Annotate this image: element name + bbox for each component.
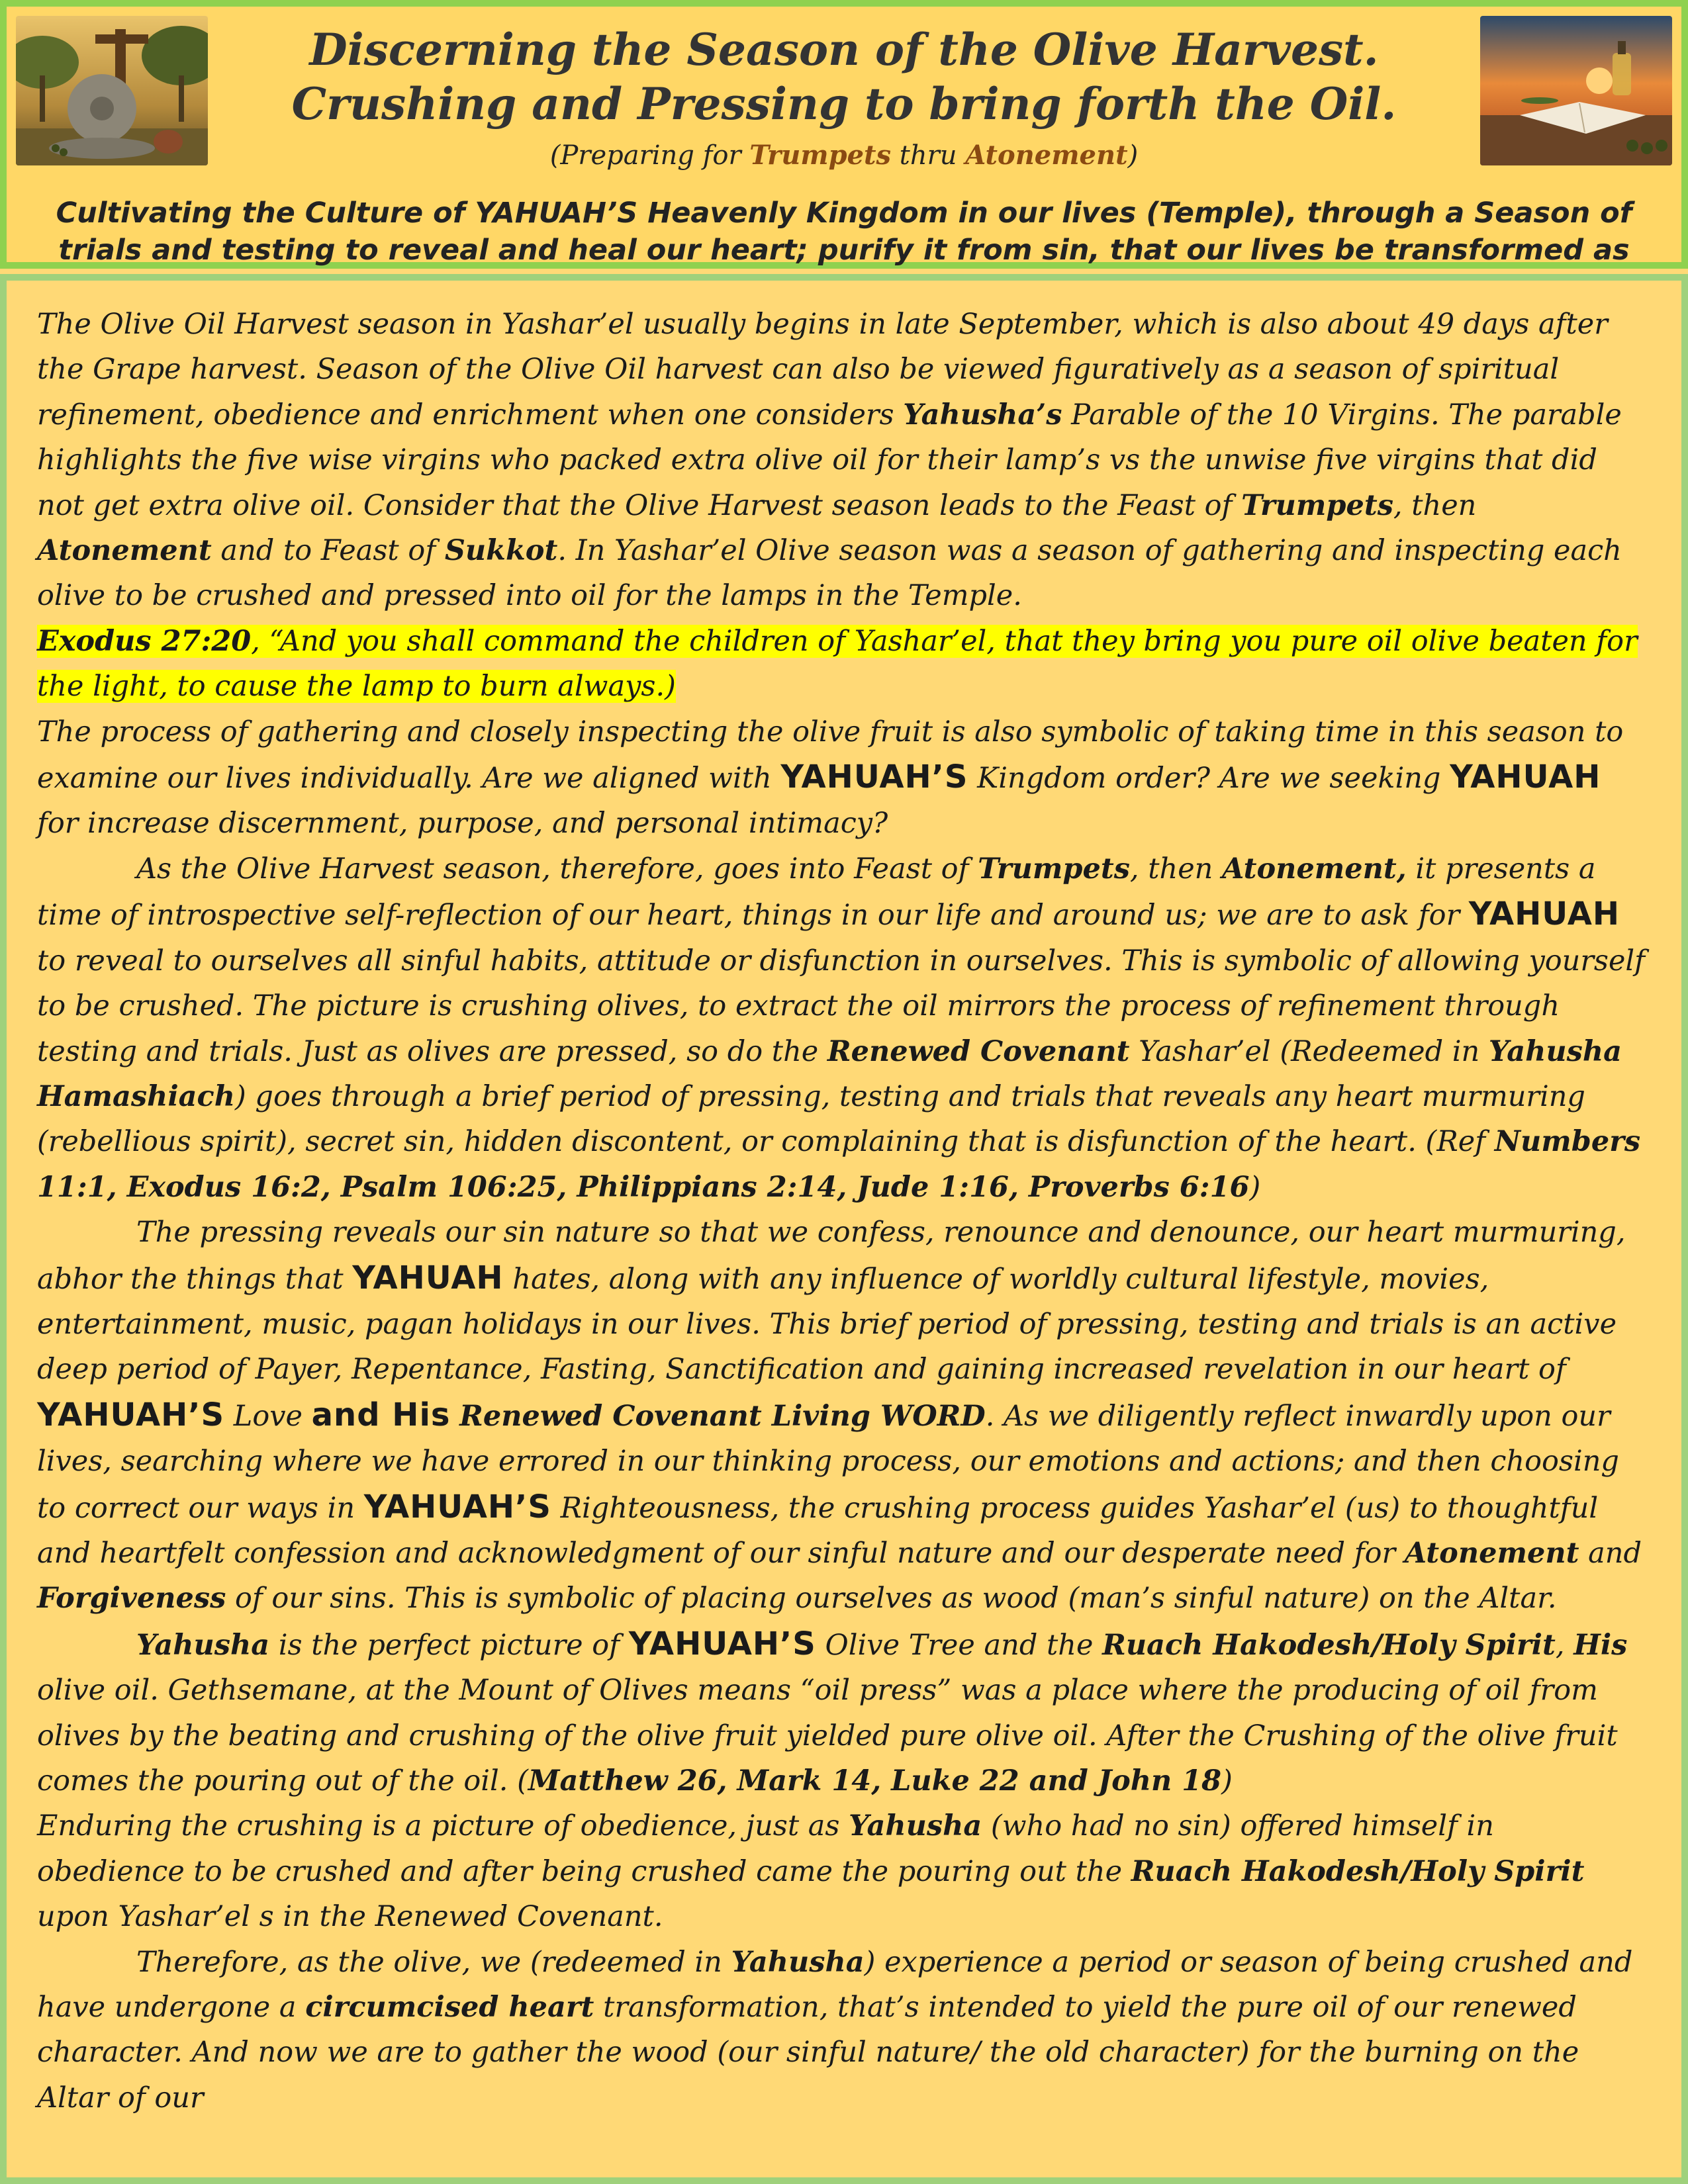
paragraph-intro: The Olive Oil Harvest season in Yashar’el usually begins in late September, which is also about 49 days after the Grape harvest. Season of the Olive Oil harvest can also be viewed figuratively as a season of spiritual refinement, obedience and enrichment when one considers Yahusha’s Parable of the 10 Virgins. The parable highlights the five wise virgins who packed extra olive oil for their lamp’s vs the unwise five virgins that did not get extra olive oil. Consider that the Olive Harvest season leads to the Feast of Trumpets, then Atonement and to Feast of Sukkot. In Yashar’el Olive season was a season of gathering and inspecting each olive to be crushed and pressed into oil for the lamps in the Temple. xyxy=(37,308,1622,613)
subtitle-middle: thru xyxy=(891,140,966,171)
header-banner xyxy=(0,0,1688,269)
page-title xyxy=(225,23,1463,131)
subtitle-trumpets: Trumpets xyxy=(749,140,892,171)
subtitle-prefix: (Preparing for xyxy=(549,140,750,171)
paragraph-reflection: As the Olive Harvest season, therefore, goes into Feast of Trumpets, then Atonement, it presents a time of introspective self-reflection of our heart, things in our life and around us; we are to ask for YAHUAH to reveal to ourselves all sinful habits, attitude or disfunction in ourselves. This is symbolic of allowing yourself to be crushed. The picture is crushing olives, to extract the oil mirrors the process of refinement through testing and trials. Just as olives are pressed, so do the Renewed Covenant Yashar’el (Redeemed in Yahusha Hamashiach) goes through a brief period of pressing, testing and trials that reveals any heart murmuring (rebellious spirit), secret sin, hidden discontent, or complaining that is disfunction of the heart. (Ref Numbers 11:1, Exodus 16:2, Psalm 106:25, Philippians 2:14, Jude 1:16, Proverbs 6:16) xyxy=(37,852,1646,1204)
paragraph-inspection: The process of gathering and closely inspecting the olive fruit is also symbolic of taking time in this season to examine our lives individually. Are we aligned with YAHUAH’S Kingdom order? Are we seeking YAHUAH for increase discernment, purpose, and personal intimacy? xyxy=(37,715,1624,841)
subtitle-suffix: ) xyxy=(1127,140,1139,171)
paragraph-obedience: Enduring the crushing is a picture of obedience, just as Yahusha (who had no sin) offered himself in obedience to be crushed and after being crushed came the pouring out the Ruach Hakodesh/Holy Spirit upon Yashar’el s in the Renewed Covenant. xyxy=(37,1809,1585,1934)
subtitle xyxy=(225,139,1463,172)
title-line-2: Crushing and Pressing to bring forth the Oil. xyxy=(291,78,1397,130)
olive-press-illustration xyxy=(16,16,208,165)
article-panel xyxy=(0,274,1688,2184)
olive-oil-bible-illustration xyxy=(1480,16,1672,165)
article-body xyxy=(37,302,1648,2120)
scripture-reference: Exodus 27:20 xyxy=(37,624,252,658)
paragraph-transformation: Therefore, as the olive, we (redeemed in Yahusha) experience a period or season of being crushed and have undergone a circumcised heart transformation, that’s intended to yield the pure oil of our renewed character. And now we are to gather the wood (our sinful nature/ the old character) for the burning on the Altar of our xyxy=(37,1945,1633,2115)
title-line-1: Discerning the Season of the Olive Harvest. xyxy=(309,24,1379,75)
paragraph-pressing: The pressing reveals our sin nature so that we confess, renounce and denounce, our heart murmuring, abhor the things that YAHUAH hates, along with any influence of worldly cultural lifestyle, movies, entertainment, music, pagan holidays in our lives. This brief period of pressing, testing and trials is an active deep period of Payer, Repentance, Fasting, Sanctification and gaining increased revelation in our heart of YAHUAH’S Love and His Renewed Covenant Living WORD. As we diligently reflect inwardly upon our lives, searching where we have errored in our thinking process, our emotions and actions; and then choosing to correct our ways in YAHUAH’S Righteousness, the crushing process guides Yashar’el (us) to thoughtful and heartfelt confession and acknowledgment of our sinful nature and our desperate need for Atonement and Forgiveness of our sins. This is symbolic of placing ourselves as wood (man’s sinful nature) on the Altar. xyxy=(37,1216,1642,1615)
tagline: Cultivating the Culture of YAHUAH’S Heavenly Kingdom in our lives (Temple), through a Season of trials and testing to reveal and heal our heart; purify it from sin, that our lives be transformed as xyxy=(56,197,1632,267)
scripture-text: , “And you shall command the children of Yashar’el, that they bring you pure oil olive beaten for the light, to cause the lamp to burn always.) xyxy=(37,624,1638,704)
paragraph-gethsemane: Yahusha is the perfect picture of YAHUAH’S Olive Tree and the Ruach Hakodesh/Holy Spirit, His olive oil. Gethsemane, at the Mount of Olives means “oil press” was a place where the producing of oil from olives by the beating and crushing of the olive fruit yielded pure olive oil. After the Crushing of the olive fruit comes the pouring out of the oil. (Matthew 26, Mark 14, Luke 22 and John 18) xyxy=(37,1625,1628,1797)
scripture-quote-exodus xyxy=(37,619,1648,709)
olive-oil-and-bible-photo xyxy=(1480,16,1672,165)
subtitle-atonement: Atonement xyxy=(965,140,1128,171)
olive-press-photo xyxy=(16,16,208,165)
